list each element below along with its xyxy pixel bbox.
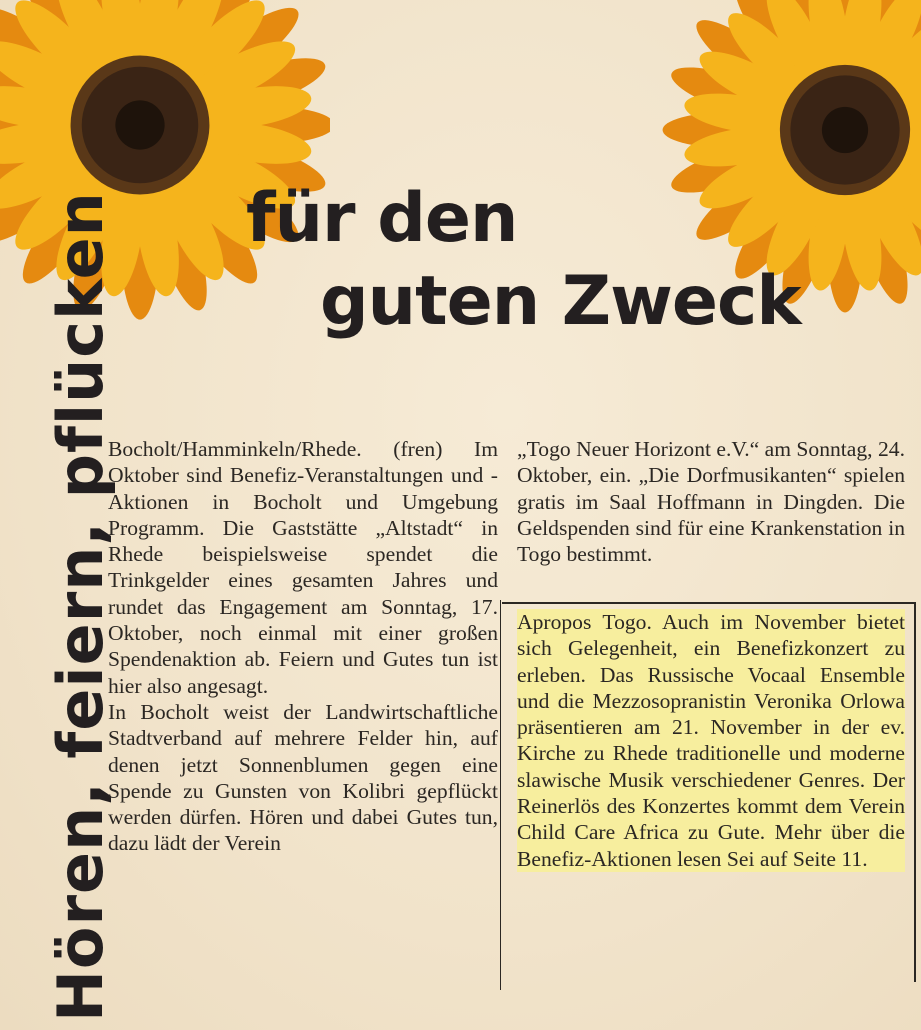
article-column-left	[108, 436, 498, 857]
article-paragraph: In Bocholt weist der Landwirtschaftliche Stadtverband auf mehrere Felder hin, auf denen jetzt Sonnenblumen gegen eine Spende zu Gunsten von Kolibri gepflückt werden dürfen. Hören und dabei Gutes tun, dazu lädt der Verein	[108, 699, 498, 856]
box-right-rule	[914, 602, 916, 982]
box-top-rule	[502, 602, 916, 604]
article-paragraph: Bocholt/Hamminkeln/Rhede. (fren) Im Oktober sind Benefiz-Veranstaltungen und -Aktionen in Bocholt und Umgebung Programm. Die Gaststätte „Altstadt“ in Rhede beispielsweise spendet die Trinkgelder eines gesamten Jahres und rundet das Engagement am Sonntag, 17. Oktober, noch einmal mit einer großen Spendenaktion ab. Feiern und Gutes tun ist hier also angesagt.	[108, 437, 498, 698]
highlighted-box	[517, 609, 905, 872]
flower-core	[115, 100, 164, 149]
article-column-right-top	[517, 436, 905, 567]
vertical-headline: Hören, feiern, pflücken	[44, 191, 117, 1022]
headline-line-1: für den	[246, 179, 518, 258]
flower-core	[822, 107, 868, 153]
highlighted-paragraph: Apropos Togo. Auch im November bietet sich Gelegenheit, ein Benefizkonzert zu erleben. Das Russische Vocaal Ensemble und die Mezzosopranistin Veronika Orlowa präsentieren am 21. November in der ev. Kirche zu Rhede traditionelle und moderne slawische Musik verschiedener Genres. Der Reinerlös des Konzertes kommt dem Verein Child Care Africa zu Gute. Mehr über die Benefiz-Aktionen lesen Sei auf Seite 11.	[517, 610, 905, 871]
headline-line-2: guten Zweck	[320, 262, 801, 341]
article-paragraph: „Togo Neuer Horizont e.V.“ am Sonntag, 24. Oktober, ein. „Die Dorfmusikanten“ spielen gratis im Saal Hoffmann in Dingden. Die Geldspenden sind für eine Krankenstation in Togo bestimmt.	[517, 437, 905, 567]
column-divider	[500, 600, 501, 990]
